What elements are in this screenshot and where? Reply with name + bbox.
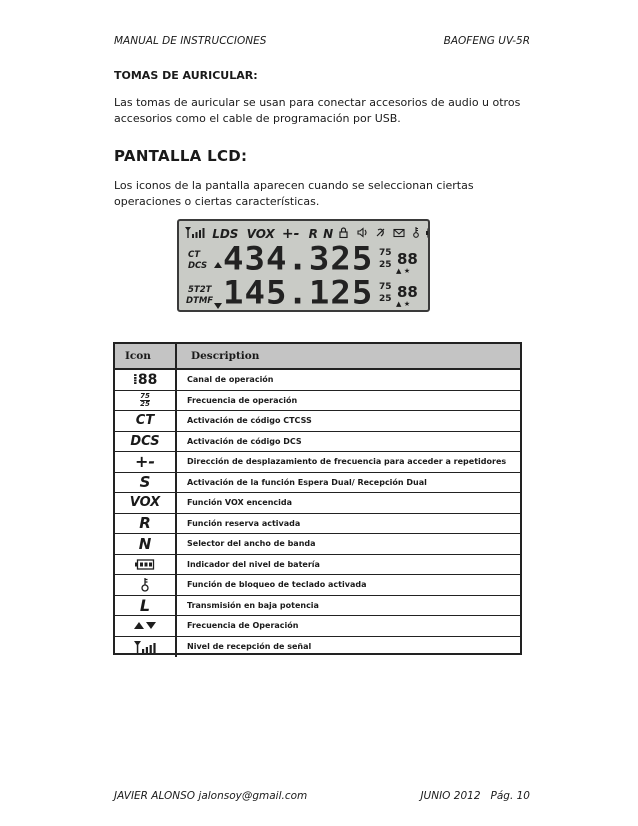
lcd-display-image [177, 219, 430, 312]
lcd-ct-label: CT [188, 250, 201, 260]
row-description: Canal de operación [187, 375, 274, 385]
offset-plus-minus-icon: +- [115, 452, 177, 472]
reverse-r-icon: R [115, 514, 177, 534]
lcd-a-markers: ▲ ★ [396, 267, 411, 275]
table-row [115, 432, 520, 453]
ct-icon: CT [115, 411, 177, 431]
lcd-b-markers: ▲ ★ [396, 300, 411, 308]
row-description: Función VOX encencida [187, 498, 293, 508]
lcd-step-b-top: 75 [379, 282, 392, 292]
lcd-lds-label: LDS [212, 226, 239, 241]
lcd-freq-b: 145.125 [223, 274, 374, 312]
footer-author: JAVIER ALONSO jalonsoy@gmail.com [114, 790, 308, 802]
lcd-dcs-label: DCS [188, 261, 208, 271]
down-arrow-icon [214, 294, 222, 312]
icon-description-table [113, 342, 522, 655]
lcd-dtmf-label: DTMF [186, 296, 214, 306]
row-description: Función de bloqueo de teclado activada [187, 580, 367, 590]
lcd-narrow-label: N [323, 226, 334, 241]
table-row [115, 452, 520, 473]
row-description: Activación de la función Espera Dual/ Recepción Dual [187, 477, 427, 487]
vox-icon: VOX [115, 493, 177, 513]
arrows-icon [115, 616, 177, 636]
table-header-icon: Icon [115, 344, 177, 368]
lcd-step-a-bottom: 25 [379, 260, 392, 270]
lcd-vox-label: VOX [246, 226, 275, 241]
header-model: BAOFENG UV-5R [443, 35, 530, 47]
lcd-channel-a: 88 [397, 250, 418, 268]
section-title-earphone: TOMAS DE AURICULAR: [114, 69, 258, 82]
row-description: Dirección de desplazamiento de frecuencia para acceder a repetidores [187, 457, 507, 467]
signal-icon [184, 225, 206, 243]
table-row [115, 411, 520, 432]
lcd-step-a-top: 75 [379, 248, 392, 258]
signal-icon [115, 637, 177, 658]
lcd-reverse-label: R [308, 226, 318, 241]
table-row [115, 370, 520, 391]
up-arrow-icon [214, 253, 222, 272]
lcd-channel-b: 88 [397, 283, 418, 301]
row-description: Activación de código CTCSS [187, 416, 312, 426]
table-row [115, 534, 520, 555]
envelope-icon [393, 225, 405, 243]
table-row [115, 637, 520, 658]
table-row [115, 514, 520, 535]
lcd-t2t-label: 5T2T [188, 285, 212, 295]
table-row [115, 493, 520, 514]
page-header [114, 35, 530, 49]
row-description: Transmisión en baja potencia [187, 600, 319, 610]
page-footer [114, 790, 530, 804]
header-manual-title: MANUAL DE INSTRUCCIONES [114, 35, 267, 47]
table-header [115, 344, 520, 370]
lcd-step-b-bottom: 25 [379, 294, 392, 304]
row-description: Función reserva activada [187, 518, 301, 528]
dcs-icon: DCS [115, 432, 177, 452]
battery-icon [426, 225, 430, 243]
table-row [115, 473, 520, 494]
section-title-lcd: PANTALLA LCD: [114, 147, 248, 165]
table-row [115, 596, 520, 617]
section-body-lcd: Los iconos de la pantalla aparecen cuando se seleccionan ciertas operaciones o ciertas características. [114, 179, 474, 208]
row-description: Nivel de recepción de señal [187, 642, 312, 652]
table-row [115, 616, 520, 637]
table-row [115, 575, 520, 596]
low-power-l-icon: L [115, 596, 177, 616]
row-description: Selector del ancho de banda [187, 539, 316, 549]
alarm-icon [375, 225, 386, 243]
narrow-n-icon: N [115, 534, 177, 554]
table-row [115, 555, 520, 576]
channel-88-icon: ⁞ 88 [115, 370, 177, 390]
table-header-description: Description [191, 350, 260, 362]
footer-date-page: JUNIO 2012 Pág. 10 [420, 790, 530, 802]
step-75-25-icon: 75 25 [115, 391, 177, 411]
key-icon [412, 225, 420, 243]
lcd-freq-a: 434.325 [223, 240, 374, 278]
row-description: Frecuencia de operación [187, 395, 298, 405]
row-description: Frecuencia de Operación [187, 621, 299, 631]
row-description: Indicador del nivel de batería [187, 559, 320, 569]
section-body-earphone: Las tomas de auricular se usan para conectar accesorios de audio u otros accesorios como el cable de programación por USB. [114, 96, 521, 125]
battery-icon [115, 555, 177, 575]
table-row [115, 391, 520, 412]
row-description: Activación de código DCS [187, 436, 302, 446]
lcd-offset-label: +- [281, 225, 300, 242]
dual-watch-s-icon: S [115, 473, 177, 493]
key-lock-icon [115, 575, 177, 595]
